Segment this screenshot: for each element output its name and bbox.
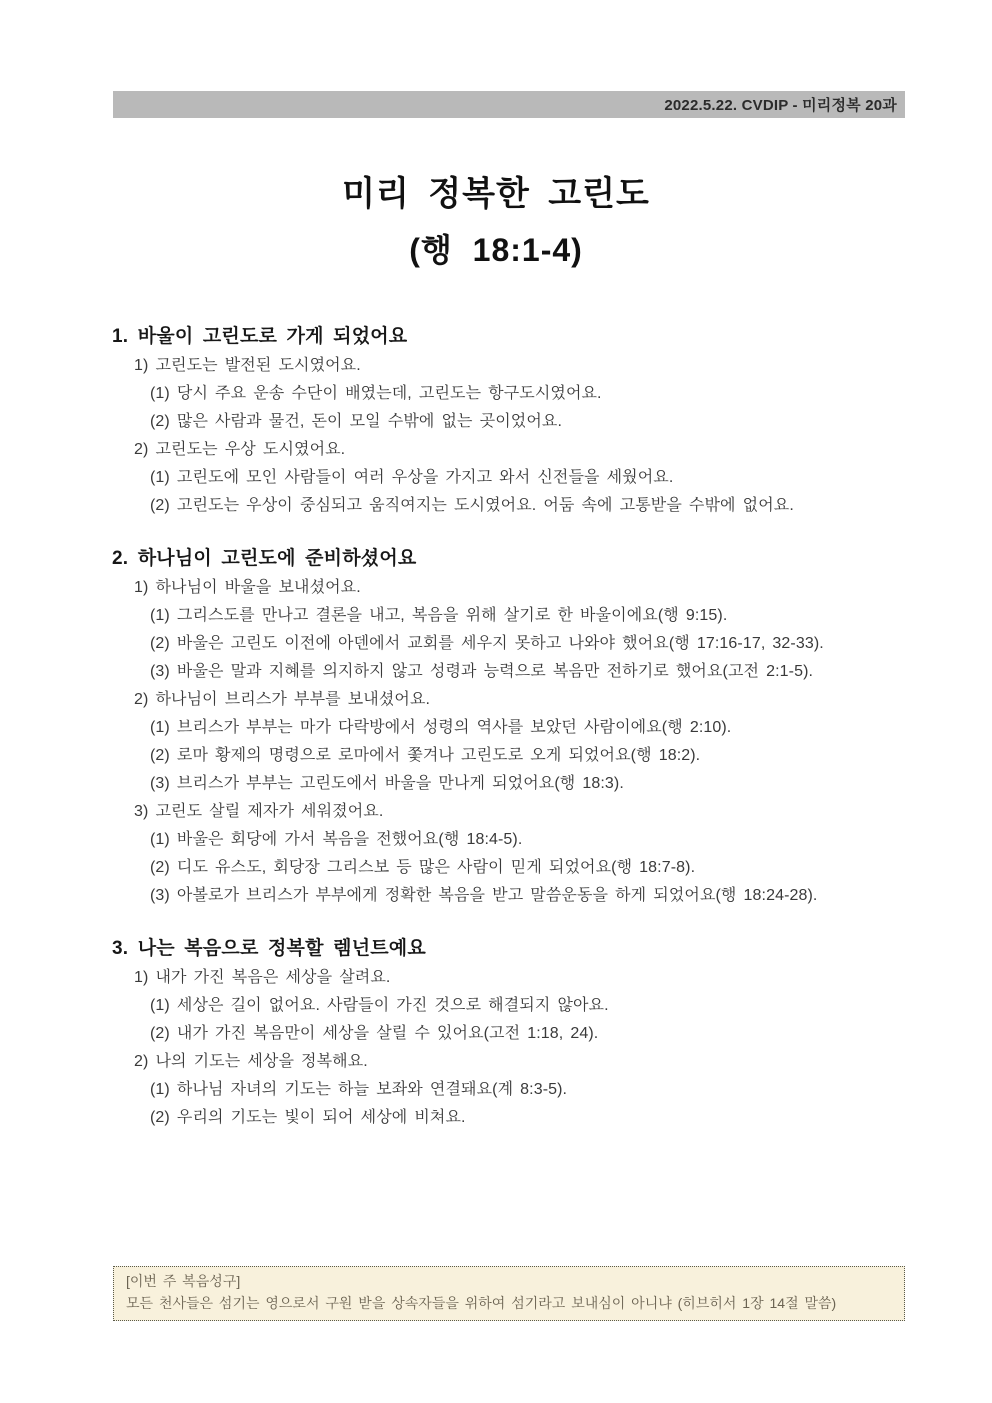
section-2 — [0, 544, 992, 910]
list-item: (1) 당시 주요 운송 수단이 배였는데, 고린도는 항구도시였어요. — [150, 385, 602, 402]
list-item: (3) 바울은 말과 지혜를 의지하지 않고 성령과 능력으로 복음만 전하기로 했어요(고전 2:1-5). — [150, 663, 814, 680]
section-3 — [0, 934, 992, 1132]
verse-box-text: 모든 천사들은 섬기는 영으로서 구원 받을 상속자들을 위하여 섬기라고 보내심이 아니냐 (히브히서 1장 14절 말씀) — [126, 1295, 837, 1311]
list-item: 1) 내가 가진 복음은 세상을 살려요. — [134, 969, 391, 986]
list-item: (1) 브리스가 부부는 마가 다락방에서 성령의 역사를 보았던 사람이에요(행 2:10). — [150, 719, 732, 736]
list-item: (2) 로마 황제의 명령으로 로마에서 쫓겨나 고린도로 오게 되었어요(행 18:2). — [150, 747, 701, 764]
list-item: (2) 디도 유스도, 회당장 그리스보 등 많은 사람이 믿게 되었어요(행 18:7-8). — [150, 859, 696, 876]
lesson-content — [0, 322, 992, 1132]
title-block — [0, 172, 992, 272]
page-title: 미리 정복한 고린도 — [342, 175, 650, 213]
list-item: (2) 바울은 고린도 이전에 아덴에서 교회를 세우지 못하고 나와야 했어요(행 17:16-17, 32-33). — [150, 635, 824, 652]
list-item: (3) 브리스가 부부는 고린도에서 바울을 만나게 되었어요(행 18:3). — [150, 775, 624, 792]
section-2-heading: 2. 하나님이 고린도에 준비하셨어요 — [112, 548, 417, 569]
section-1 — [0, 322, 992, 520]
weekly-gospel-verse-box — [113, 1266, 905, 1321]
header-bar — [113, 91, 905, 118]
page-subtitle-verse-ref: (행 18:1-4) — [409, 232, 583, 268]
header-lesson-info: 2022.5.22. CVDIP - 미리정복 20과 — [664, 97, 897, 114]
list-item: 1) 하나님이 바울을 보내셨어요. — [134, 579, 361, 596]
list-item: (1) 고린도에 모인 사람들이 여러 우상을 가지고 와서 신전들을 세웠어요. — [150, 469, 674, 486]
list-item: 3) 고린도 살릴 제자가 세워졌어요. — [134, 803, 384, 820]
section-3-heading: 3. 나는 복음으로 정복할 렘넌트예요 — [112, 938, 426, 959]
list-item: 1) 고린도는 발전된 도시였어요. — [134, 357, 361, 374]
list-item: (1) 하나님 자녀의 기도는 하늘 보좌와 연결돼요(계 8:3-5). — [150, 1081, 568, 1098]
list-item: 2) 하나님이 브리스가 부부를 보내셨어요. — [134, 691, 431, 708]
list-item: (2) 우리의 기도는 빛이 되어 세상에 비쳐요. — [150, 1109, 466, 1126]
list-item: 2) 나의 기도는 세상을 정복해요. — [134, 1053, 368, 1070]
list-item: (2) 많은 사람과 물건, 돈이 모일 수밖에 없는 곳이었어요. — [150, 413, 562, 430]
verse-box-label: [이번 주 복음성구] — [126, 1273, 241, 1289]
section-1-heading: 1. 바울이 고린도로 가게 되었어요 — [112, 326, 408, 347]
list-item: (3) 아볼로가 브리스가 부부에게 정확한 복음을 받고 말씀운동을 하게 되었어요(행 18:24-28). — [150, 887, 818, 904]
list-item: (2) 고린도는 우상이 중심되고 움직여지는 도시였어요. 어둠 속에 고통받을 수밖에 없어요. — [150, 497, 794, 514]
list-item: (1) 세상은 길이 없어요. 사람들이 가진 것으로 해결되지 않아요. — [150, 997, 609, 1014]
list-item: (1) 바울은 회당에 가서 복음을 전했어요(행 18:4-5). — [150, 831, 523, 848]
list-item: (2) 내가 가진 복음만이 세상을 살릴 수 있어요(고전 1:18, 24). — [150, 1025, 599, 1042]
list-item: (1) 그리스도를 만나고 결론을 내고, 복음을 위해 살기로 한 바울이에요(행 9:15). — [150, 607, 728, 624]
list-item: 2) 고린도는 우상 도시였어요. — [134, 441, 346, 458]
